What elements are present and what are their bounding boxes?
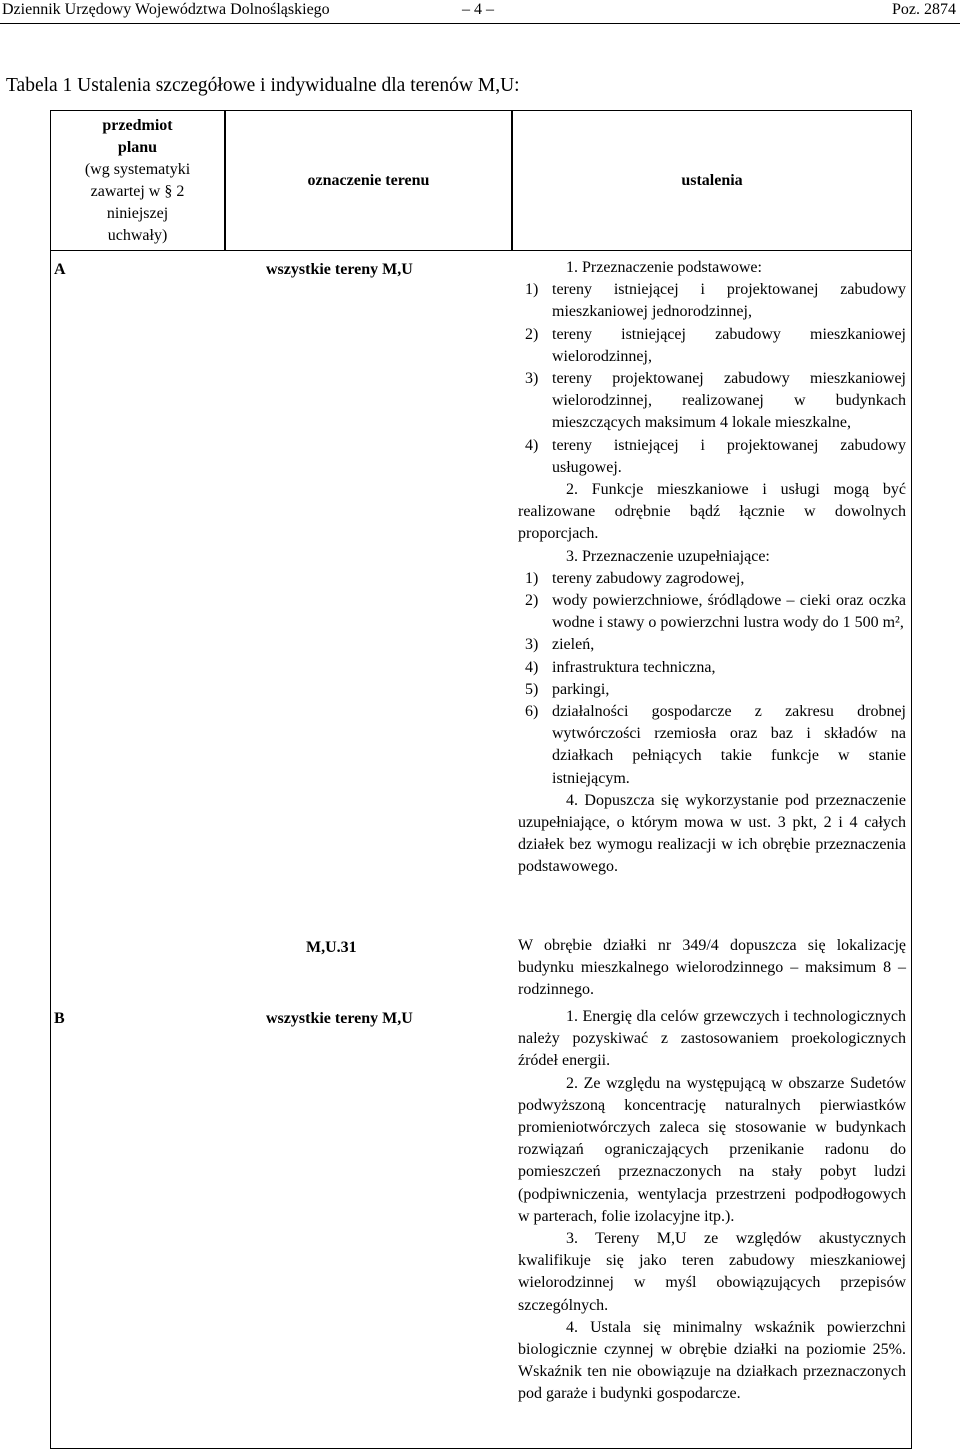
row-a-provisions [518, 257, 906, 879]
list-item: 6) działalności gospodarcze z zakresu drobnej wytwórczości rzemiosła oraz baz i składów na działkach pełniących takie funkcje w stanie istniejącym. [525, 703, 906, 787]
header-rule [0, 23, 960, 24]
position-number: Poz. 2874 [892, 1, 956, 18]
row-b-p4: 4. Ustala się minimalny wskaźnik powierzchni biologicznie czynnej w obrębie działki na poziomie 25%. Wskaźnik ten nie obowiązuje na działkach przeznaczonych pod garaże i budynki gospodarcze. [518, 1318, 906, 1403]
row-a-p2: 2. Funkcje mieszkaniowe i usługi mogą być realizowane odrębnie bądź łącznie w dowolnych proporcjach. [518, 481, 906, 543]
list-item: 5) parkingi, [525, 680, 610, 698]
header-subject-line2: planu [117, 138, 158, 156]
header-subject-line6: uchwały) [107, 226, 168, 244]
header-subject-line4: zawartej w § 2 [90, 182, 185, 200]
row-a-term: wszystkie tereny M,U [266, 261, 413, 278]
row-a-p1-list [518, 279, 906, 479]
row-b-provisions [518, 1006, 906, 1406]
list-item: 1) tereny istniejącej i projektowanej zabudowy mieszkaniowej jednorodzinnej, [525, 281, 906, 321]
header-cell-subject [50, 110, 225, 251]
row-a-p4: 4. Dopuszcza się wykorzystanie pod przeznaczenie uzupełniające, o którym mowa w ust. 3 pkt, 2 i 4 całych działek bez wymogu realizacji w ich obrębie przeznaczenia podstawowego. [518, 791, 906, 876]
row-b-label: B [54, 1010, 65, 1027]
list-item: 4) infrastruktura techniczna, [525, 658, 716, 676]
row-a-p3-intro: 3. Przeznaczenie uzupełniające: [566, 547, 770, 565]
list-item: 2) tereny istniejącej zabudowy mieszkaniowej wielorodzinnej, [525, 325, 906, 365]
header-provisions: ustalenia [681, 171, 743, 189]
page-number: – 4 – [462, 1, 494, 18]
row-mu31-term: M,U.31 [306, 939, 357, 956]
header-subject-line1: przedmiot [102, 116, 173, 134]
list-item: 3) tereny projektowanej zabudowy mieszkaniowej wielorodzinnej, realizowanej w budynkach mieszczących maksimum 4 lokale mieszkalne, [525, 370, 906, 432]
list-item: 1) tereny zabudowy zagrodowej, [525, 569, 745, 587]
page-header [0, 0, 960, 26]
row-b-p2: 2. Ze względu na występującą w obszarze Sudetów podwyższoną koncentrację naturalnych pierwiastków promieniotwórczych zaleca się stosowanie w budynkach rozwiązań ograniczających przenikanie radonu do pomieszczeń przeznaczonych na stały pobyt ludzi (podpiwniczenia, wentylacja przestrzeni podpodłogowych w parterach, folie izolacyjne itp.). [518, 1074, 906, 1225]
list-item: 2) wody powierzchniowe, śródlądowe – cieki oraz oczka wodne i stawy o powierzchni lustra wody do 1 500 m², [525, 592, 906, 632]
row-b-term: wszystkie tereny M,U [266, 1010, 413, 1027]
header-cell-designation [225, 110, 512, 251]
row-mu31-text: W obrębie działki nr 349/4 dopuszcza się lokalizację budynku mieszkalnego wielorodzinnego – maksimum 8 – rodzinnego. [518, 937, 906, 999]
table-title: Tabela 1 Ustalenia szczegółowe i indywidualne dla terenów M,U: [6, 75, 520, 96]
header-subject-line5: niniejszej [106, 204, 169, 222]
list-item: 4) tereny istniejącej i projektowanej zabudowy usługowej. [525, 436, 906, 476]
row-a-p3-list [518, 568, 906, 790]
row-mu31-provisions [518, 935, 906, 1002]
journal-name: Dziennik Urzędowy Województwa Dolnośląskiego [2, 1, 330, 18]
row-b-p1: 1. Energię dla celów grzewczych i technologicznych należy pozyskiwać z zastosowaniem proekologicznych źródeł energii. [518, 1008, 906, 1070]
list-item: 3) zieleń, [525, 636, 595, 654]
header-cell-provisions [512, 110, 912, 251]
row-a-p1-intro: 1. Przeznaczenie podstawowe: [566, 259, 762, 276]
header-designation: oznaczenie terenu [307, 171, 430, 189]
row-a-label: A [54, 261, 66, 278]
header-subject-line3: (wg systematyki [84, 160, 191, 178]
row-b-p3: 3. Tereny M,U ze względów akustycznych kwalifikuje się jako teren zabudowy mieszkaniowej wielorodzinnej w myśl obowiązujących przepisów szczególnych. [518, 1230, 906, 1314]
